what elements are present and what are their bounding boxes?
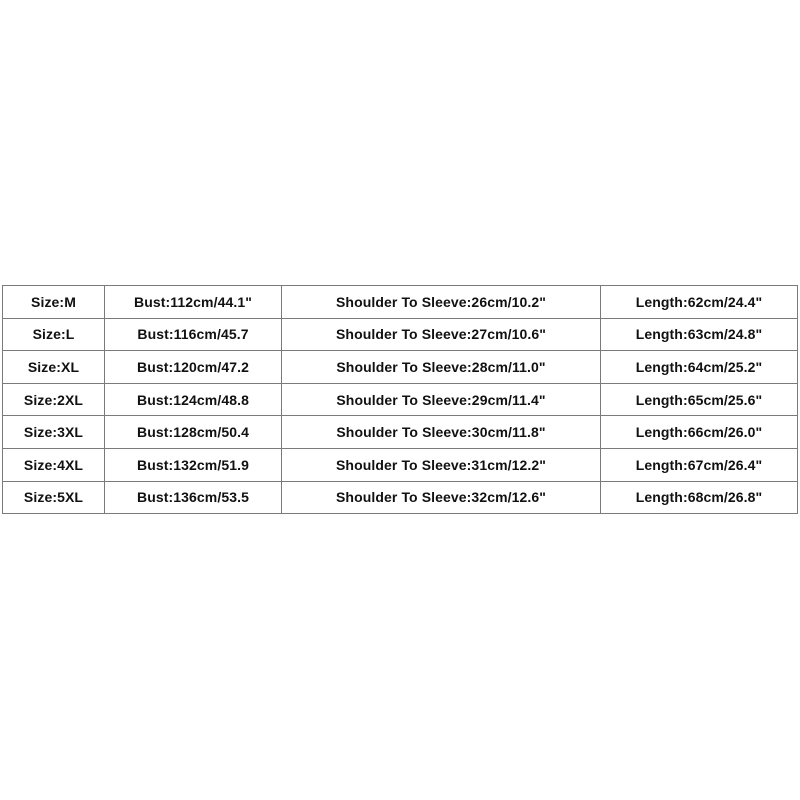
shoulder-to-sleeve-cell: Shoulder To Sleeve:32cm/12.6" xyxy=(282,481,601,514)
size-chart-table xyxy=(2,285,798,514)
table-row xyxy=(3,351,798,384)
bust-cell: Bust:128cm/50.4 xyxy=(105,416,282,449)
length-cell: Length:67cm/26.4" xyxy=(601,448,798,481)
table-row xyxy=(3,383,798,416)
shoulder-to-sleeve-cell: Shoulder To Sleeve:26cm/10.2" xyxy=(282,286,601,319)
table-row xyxy=(3,286,798,319)
size-cell: Size:3XL xyxy=(3,416,105,449)
size-cell: Size:5XL xyxy=(3,481,105,514)
table-row xyxy=(3,318,798,351)
size-cell: Size:2XL xyxy=(3,383,105,416)
length-cell: Length:63cm/24.8" xyxy=(601,318,798,351)
bust-cell: Bust:120cm/47.2 xyxy=(105,351,282,384)
size-cell: Size:XL xyxy=(3,351,105,384)
size-cell: Size:4XL xyxy=(3,448,105,481)
bust-cell: Bust:116cm/45.7 xyxy=(105,318,282,351)
shoulder-to-sleeve-cell: Shoulder To Sleeve:29cm/11.4" xyxy=(282,383,601,416)
size-cell: Size:M xyxy=(3,286,105,319)
bust-cell: Bust:136cm/53.5 xyxy=(105,481,282,514)
table-row xyxy=(3,481,798,514)
bust-cell: Bust:112cm/44.1" xyxy=(105,286,282,319)
shoulder-to-sleeve-cell: Shoulder To Sleeve:31cm/12.2" xyxy=(282,448,601,481)
length-cell: Length:62cm/24.4" xyxy=(601,286,798,319)
length-cell: Length:66cm/26.0" xyxy=(601,416,798,449)
length-cell: Length:64cm/25.2" xyxy=(601,351,798,384)
size-cell: Size:L xyxy=(3,318,105,351)
bust-cell: Bust:132cm/51.9 xyxy=(105,448,282,481)
table-row xyxy=(3,448,798,481)
length-cell: Length:65cm/25.6" xyxy=(601,383,798,416)
length-cell: Length:68cm/26.8" xyxy=(601,481,798,514)
bust-cell: Bust:124cm/48.8 xyxy=(105,383,282,416)
shoulder-to-sleeve-cell: Shoulder To Sleeve:28cm/11.0" xyxy=(282,351,601,384)
table-row xyxy=(3,416,798,449)
shoulder-to-sleeve-cell: Shoulder To Sleeve:27cm/10.6" xyxy=(282,318,601,351)
shoulder-to-sleeve-cell: Shoulder To Sleeve:30cm/11.8" xyxy=(282,416,601,449)
